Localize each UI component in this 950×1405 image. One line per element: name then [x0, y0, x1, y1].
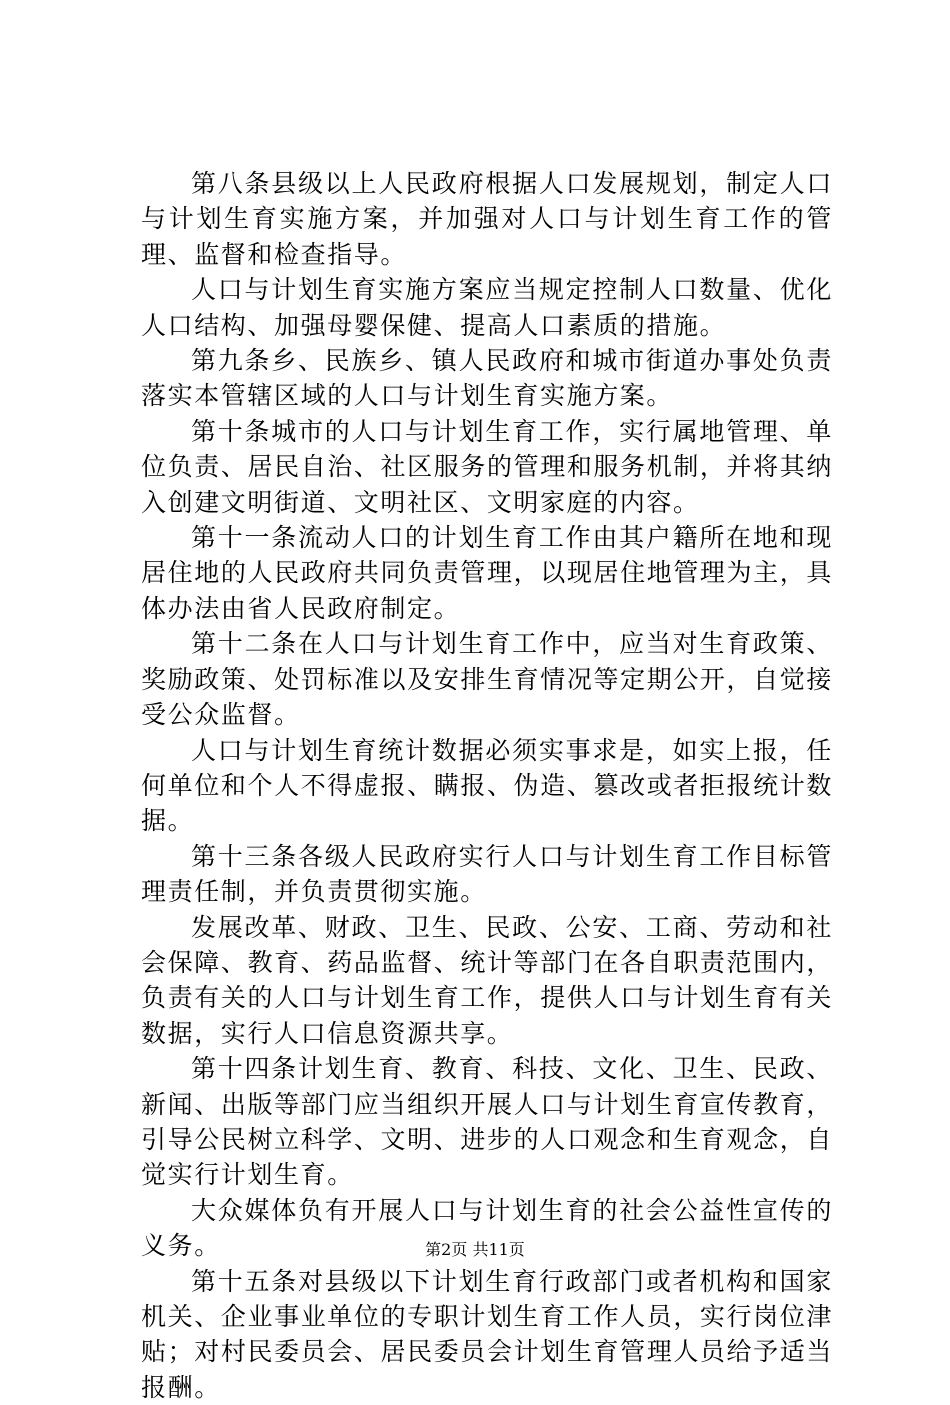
page-number-footer: 第2页 共11页 [425, 1240, 525, 1259]
paragraph-article-14: 第十四条计划生育、教育、科技、文化、卫生、民政、新闻、出版等部门应当组织开展人口与计划生育宣传教育，引导公民树立科学、文明、进步的人口观念和生育观念，自觉实行计划生育。 [141, 1054, 833, 1190]
paragraph-article-12: 第十二条在人口与计划生育工作中，应当对生育政策、奖励政策、处罚标准以及安排生育情况等定期公开，自觉接受公众监督。 [141, 629, 833, 730]
paragraph-article-15: 第十五条对县级以下计划生育行政部门或者机构和国家机关、企业事业单位的专职计划生育工作人员，实行岗位津贴；对村民委员会、居民委员会计划生育管理人员给予适当报酬。 [141, 1266, 833, 1402]
paragraph-mass-media: 大众媒体负有开展人口与计划生育的社会公益性宣传的义务。 [141, 1195, 833, 1261]
paragraph-implementation-plan: 人口与计划生育实施方案应当规定控制人口数量、优化人口结构、加强母婴保健、提高人口素质的措施。 [141, 275, 833, 340]
paragraph-statistics: 人口与计划生育统计数据必须实事求是，如实上报，任何单位和个人不得虚报、瞒报、伪造、篡改或者拒报统计数据。 [141, 735, 833, 836]
paragraph-article-10: 第十条城市的人口与计划生育工作，实行属地管理、单位负责、居民自治、社区服务的管理和服务机制，并将其纳入创建文明街道、文明社区、文明家庭的内容。 [141, 416, 833, 517]
paragraph-article-13: 第十三条各级人民政府实行人口与计划生育工作目标管理责任制，并负责贯彻实施。 [141, 841, 833, 907]
paragraph-article-8: 第八条县级以上人民政府根据人口发展规划，制定人口与计划生育实施方案，并加强对人口与计划生育工作的管理、监督和检查指导。 [141, 169, 833, 269]
paragraph-article-11: 第十一条流动人口的计划生育工作由其户籍所在地和现居住地的人民政府共同负责管理，以现居住地管理为主，具体办法由省人民政府制定。 [141, 523, 833, 623]
document-body [141, 166, 833, 1405]
paragraph-departments: 发展改革、财政、卫生、民政、公安、工商、劳动和社会保障、教育、药品监督、统计等部门在各自职责范围内，负责有关的人口与计划生育工作，提供人口与计划生育有关数据，实行人口信息资源共享。 [141, 912, 833, 1048]
paragraph-article-9: 第九条乡、民族乡、镇人民政府和城市街道办事处负责落实本管辖区域的人口与计划生育实施方案。 [141, 346, 833, 411]
